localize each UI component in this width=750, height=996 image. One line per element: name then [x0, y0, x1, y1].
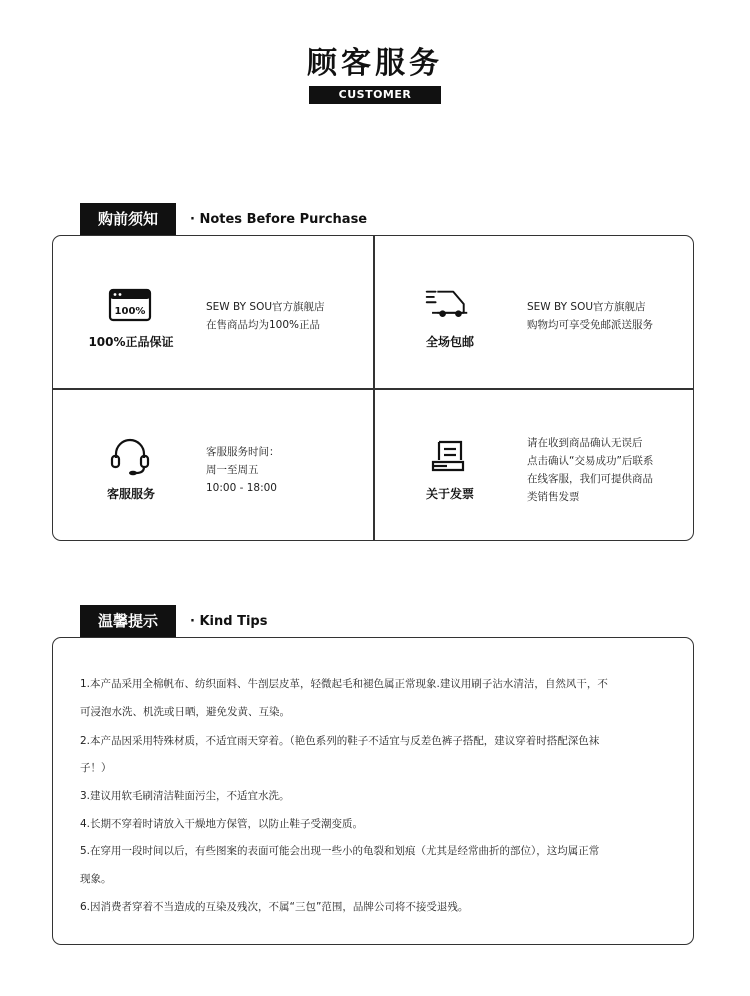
notes-cell-shipping	[375, 236, 694, 388]
notes-section-label: 购前须知	[80, 203, 176, 235]
cell-text-line: 类销售发票	[527, 491, 580, 503]
browser-100-icon-text: 100%	[114, 306, 146, 317]
cell-text-line: 请在收到商品确认无误后	[527, 437, 643, 449]
tip-line: 子！）	[80, 762, 112, 774]
browser-100-icon	[108, 284, 152, 324]
tip-line: 4.长期不穿着时请放入干燥地方保管，以防止鞋子受潮变质。	[80, 818, 364, 830]
notes-cell-support	[52, 390, 372, 540]
cell-label: 100%正品保证	[88, 335, 174, 349]
tip-line: 现象。	[80, 873, 112, 885]
tip-line: 6.因消费者穿着不当造成的互染及残次，不属“三包”范围，品牌公司将不接受退残。	[80, 901, 469, 913]
tip-line: 3.建议用软毛刷清洁鞋面污尘，不适宜水洗。	[80, 790, 290, 802]
cell-text-line: 周一至周五	[206, 464, 259, 476]
cell-label: 关于发票	[425, 487, 474, 501]
cell-text-line: 10:00 - 18:00	[206, 482, 277, 494]
cell-text-line: SEW BY SOU官方旗舰店	[527, 301, 646, 313]
cell-text-line: 客服服务时间：	[206, 446, 280, 458]
cell-text-line: 在线客服，我们可提供商品	[527, 473, 653, 485]
notes-cell-invoice	[375, 390, 694, 540]
cell-label: 客服服务	[106, 487, 155, 501]
notes-cell-authentic	[52, 236, 372, 388]
cell-text-line: 点击确认“交易成功”后联系	[527, 455, 654, 467]
tips-section-label: 温馨提示	[80, 605, 176, 637]
headset-icon	[108, 436, 152, 476]
tips-section-sublabel: · Kind Tips	[190, 614, 268, 629]
tip-line: 5.在穿用一段时间以后，有些图案的表面可能会出现一些小的龟裂和划痕（尤其是经常曲折的部位），这均属正常	[80, 845, 600, 857]
tip-line: 1.本产品采用全棉帆布、纺织面料、牛剖层皮革，轻微起毛和褪色属正常现象.建议用刷子沾水清洁，自然风干，不	[80, 678, 608, 690]
cell-text-line: 在售商品均为100%正品	[206, 319, 321, 331]
page-title: 顾客服务	[307, 46, 443, 81]
cell-label: 全场包邮	[425, 335, 474, 349]
cell-text-line: SEW BY SOU官方旗舰店	[206, 301, 325, 313]
cell-text-line: 购物均可享受免邮派送服务	[527, 319, 653, 331]
tip-line: 2.本产品因采用特殊材质，不适宜雨天穿着。（艳色系列的鞋子不适宜与反差色裤子搭配，建议穿着时搭配深色袜	[80, 735, 600, 747]
notes-section-sublabel: · Notes Before Purchase	[190, 212, 368, 227]
delivery-truck-icon	[425, 284, 469, 324]
invoice-icon	[427, 436, 471, 476]
page-subtitle-badge: CUSTOMER SERVICE	[309, 86, 441, 104]
tip-line: 可浸泡水洗、机洗或日晒，避免发黄、互染。	[80, 706, 290, 718]
